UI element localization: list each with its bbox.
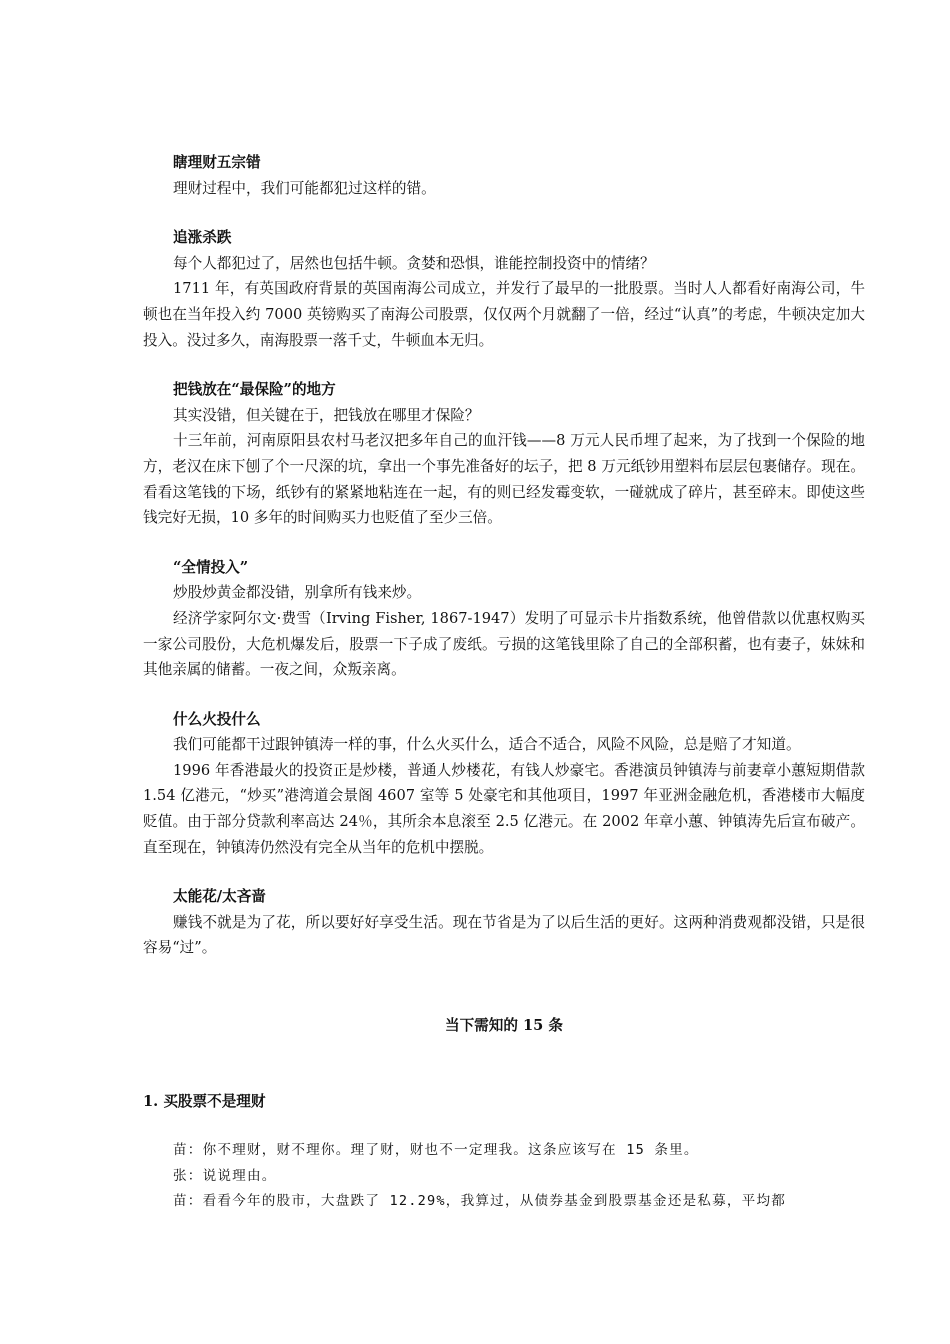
dialog-line: 张：说说理由。	[173, 1167, 277, 1184]
document-content	[143, 150, 865, 1215]
section-title: “全情投入”	[173, 558, 249, 576]
section-spend-save	[143, 884, 865, 961]
list-item-title: 1. 买股票不是理财	[143, 1092, 266, 1110]
section-chase-rise	[143, 225, 865, 353]
paragraph: 经济学家阿尔文·费雪（Irving Fisher, 1867-1947）发明了可显示卡片指数系统，他曾借款以优惠权购买一家公司股份，大危机爆发后，股票一下子成了废纸。亏损的这笔钱里除了自己的全部积蓄，也有妻子，妹妹和其他亲属的储蓄。一夜之间，众叛亲离。	[143, 609, 865, 679]
section-whatever-hot	[143, 707, 865, 861]
dialog-line: 苗：你不理财，财不理你。理了财，财也不一定理我。这条应该写在 15 条里。	[173, 1142, 699, 1159]
section-title: 追涨杀跌	[173, 229, 232, 247]
paragraph: 炒股炒黄金都没错，别拿所有钱来炒。	[173, 584, 422, 602]
paragraph: 理财过程中，我们可能都犯过这样的错。	[173, 179, 436, 197]
section-title: 瞎理财五宗错	[173, 154, 261, 171]
paragraph: 其实没错，但关键在于，把钱放在哪里才保险？	[173, 406, 480, 424]
paragraph: 1996 年香港最火的投资正是炒楼，普通人炒楼花，有钱人炒豪宅。香港演员钟镇涛与前妻章小蕙短期借款 1.54 亿港元，“炒买”港湾道会景阁 4607 室等 5 处豪宅和其他项目，1997 年亚洲金融危机，香港楼市大幅度贬值。由于部分贷款利率高达 24％，其所余本息滚至 2.5 亿港元。在 2002 年章小蕙、钟镇涛先后宣布破产。直至现在，钟镇涛仍然没有完全从当年的危机中摆脱。	[143, 761, 865, 856]
dialog-block	[143, 1138, 865, 1215]
section-all-in	[143, 555, 865, 683]
section-title: 什么火投什么	[173, 710, 261, 728]
paragraph: 十三年前，河南原阳县农村马老汉把多年自己的血汗钱——8 万元人民币埋了起来，为了找到一个保险的地方，老汉在床下刨了个一尺深的坑，拿出一个事先准备好的坛子，把 8 万元纸钞用塑料布层层包裹储存。现在。看看这笔钱的下场，纸钞有的紧紧地粘连在一起，有的则已经发霉变软，一碰就成了碎片，甚至碎末。即使这些钱完好无损，10 多年的时间购买力也贬值了至少三倍。	[143, 432, 865, 527]
section-title: 太能花/太吝啬	[173, 888, 266, 906]
paragraph: 1711 年，有英国政府背景的英国南海公司成立，并发行了最早的一批股票。当时人人都看好南海公司，牛顿也在当年投入约 7000 英镑购买了南海公司股票，仅仅两个月就翻了一倍，经过“认真”的考虑，牛顿决定加大投入。没过多久，南海股票一落千丈，牛顿血本无归。	[143, 280, 865, 349]
section-mistakes-intro	[143, 150, 865, 201]
paragraph: 赚钱不就是为了花，所以要好好享受生活。现在节省是为了以后生活的更好。这两种消费观都没错，只是很容易“过”。	[143, 913, 865, 957]
center-heading: 当下需知的 15 条	[444, 1017, 564, 1035]
paragraph: 我们可能都干过跟钟镇涛一样的事，什么火买什么，适合不适合，风险不风险，总是赔了才知道。	[173, 736, 801, 754]
section-title: 把钱放在“最保险”的地方	[173, 381, 336, 399]
dialog-line: 苗：看看今年的股市，大盘跌了 12.29%，我算过，从债券基金到股票基金还是私募，平均都	[173, 1193, 787, 1210]
paragraph: 每个人都犯过了，居然也包括牛顿。贪婪和恐惧，谁能控制投资中的情绪？	[173, 254, 655, 272]
section-safest-place	[143, 377, 865, 531]
